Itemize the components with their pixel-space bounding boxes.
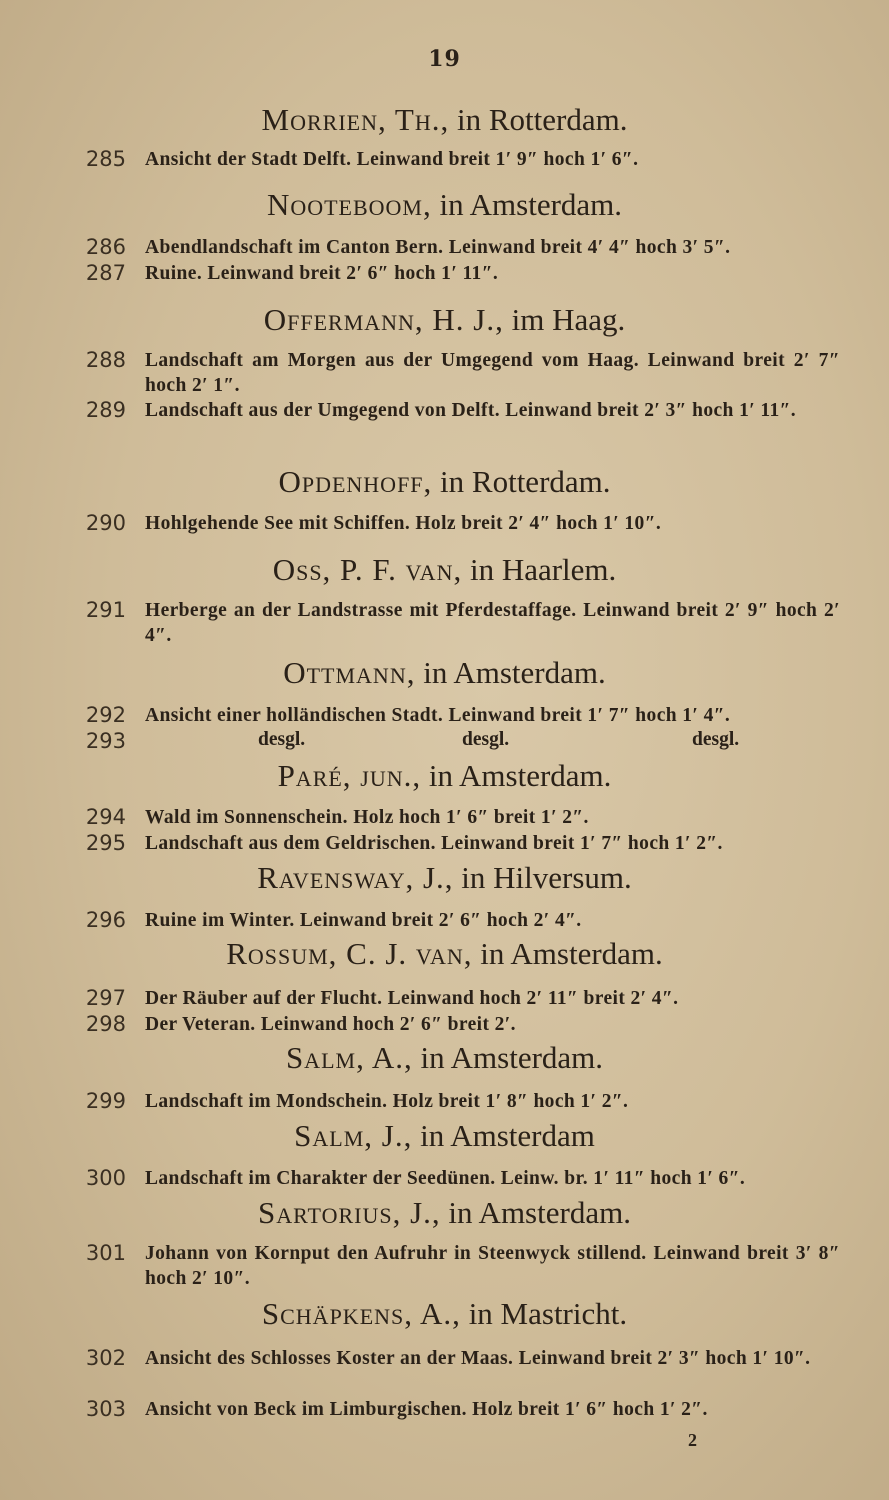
entry-text: Johann von Kornput den Aufruhr in Steenwyck stillend. Leinwand breit 3′ 8″ hoch 2′ 10″. [145, 1243, 840, 1289]
entry-text: Ansicht der Stadt Delft. Leinwand breit 1′ 9″ hoch 1′ 6″. [145, 149, 639, 170]
entry-number: 299 [85, 1089, 126, 1113]
entry-number: 285 [85, 147, 126, 171]
entry-number: 301 [85, 1241, 126, 1265]
entry-text: Herberge an der Landstrasse mit Pferdestaffage. Leinwand breit 2′ 9″ hoch 2′ 4″. [145, 600, 840, 646]
artist-name: Salm, J., [294, 1118, 413, 1153]
entry-number: 291 [85, 598, 126, 622]
artist-name: Offermann, H. J., [263, 302, 504, 337]
entry-number: 286 [85, 235, 126, 259]
entry-number: 297 [85, 986, 126, 1010]
desgl-material: desgl. [462, 729, 510, 750]
artist-name: Morrien, Th., [261, 102, 450, 137]
entry-text: Abendlandschaft im Canton Bern. Leinwand breit 4′ 4″ hoch 3′ 5″. [145, 237, 731, 258]
artist-location: im Haag. [511, 302, 626, 337]
artist-name: Opdenhoff, [278, 464, 433, 499]
entry-number: 288 [85, 348, 126, 372]
artist-location: in Amsterdam. [420, 1040, 604, 1075]
desgl-title: desgl. [258, 729, 306, 750]
entry-number: 292 [85, 703, 126, 727]
desgl-size: desgl. [692, 729, 740, 750]
artist-name: Schäpkens, A., [261, 1296, 461, 1331]
artist-heading-pare [0, 758, 889, 794]
artist-heading-rossum [0, 936, 889, 972]
entry-number: 303 [85, 1397, 126, 1421]
entry-number: 289 [85, 398, 126, 422]
entry-number: 302 [85, 1346, 126, 1370]
entry-number: 300 [85, 1166, 126, 1190]
artist-name: Rossum, C. J. van, [226, 936, 473, 971]
artist-location: in Amsterdam. [423, 655, 606, 690]
artist-location: in Amsterdam. [428, 758, 612, 793]
artist-location: in Rotterdam. [456, 102, 628, 137]
entry-text: Der Veteran. Leinwand hoch 2′ 6″ breit 2′. [145, 1014, 516, 1035]
artist-heading-salm-j [0, 1118, 889, 1154]
artist-location: in Amsterdam. [439, 187, 623, 222]
artist-location: in Hilversum. [461, 860, 632, 895]
entry-number: 294 [85, 805, 126, 829]
artist-name: Nooteboom, [266, 187, 432, 222]
entry-text: Hohlgehende See mit Schiffen. Holz breit 2′ 4″ hoch 1′ 10″. [145, 513, 662, 534]
entry-number: 296 [85, 908, 126, 932]
artist-location: in Haarlem. [469, 552, 617, 587]
artist-location: in Rotterdam. [440, 464, 611, 499]
entry-number: 298 [85, 1012, 126, 1036]
artist-heading-nooteboom [0, 187, 889, 223]
artist-heading-ottmann [0, 655, 889, 691]
artist-heading-sartorius [0, 1195, 889, 1231]
entry-text: Wald im Sonnenschein. Holz hoch 1′ 6″ breit 1′ 2″. [145, 807, 589, 828]
page-number: 19 [428, 46, 461, 72]
entry-text: Ruine. Leinwand breit 2′ 6″ hoch 1′ 11″. [145, 263, 499, 284]
entry-text: Landschaft im Charakter der Seedünen. Leinw. br. 1′ 11″ hoch 1′ 6″. [145, 1168, 746, 1189]
artist-name: Ottmann, [283, 655, 416, 690]
artist-heading-salm-a [0, 1040, 889, 1076]
artist-heading-offermann [0, 302, 889, 338]
entry-number: 295 [85, 831, 126, 855]
entry-text: Ruine im Winter. Leinwand breit 2′ 6″ hoch 2′ 4″. [145, 910, 582, 931]
entry-text: Landschaft aus dem Geldrischen. Leinwand breit 1′ 7″ hoch 1′ 2″. [145, 833, 723, 854]
artist-location: in Mastricht. [468, 1296, 628, 1331]
entry-text: Ansicht des Schlosses Koster an der Maas. Leinwand breit 2′ 3″ hoch 1′ 10″. [145, 1348, 811, 1369]
entry-text: Landschaft im Mondschein. Holz breit 1′ 8″ hoch 1′ 2″. [145, 1091, 629, 1112]
artist-heading-ravensway [0, 860, 889, 896]
artist-name: Ravensway, J., [257, 860, 454, 895]
artist-name: Salm, A., [285, 1040, 413, 1075]
entry-number: 290 [85, 511, 126, 535]
entry-number: 287 [85, 261, 126, 285]
entry-text: Landschaft am Morgen aus der Umgegend vom Haag. Leinwand breit 2′ 7″ hoch 2′ 1″. [145, 350, 840, 396]
artist-name: Sartorius, J., [258, 1195, 441, 1230]
artist-heading-oss [0, 552, 889, 588]
entry-number: 293 [85, 729, 126, 753]
printer-signature: 2 [688, 1430, 697, 1450]
artist-name: Paré, jun., [277, 758, 422, 793]
entry-text: Der Räuber auf der Flucht. Leinwand hoch 2′ 11″ breit 2′ 4″. [145, 988, 679, 1009]
entry-text: Landschaft aus der Umgegend von Delft. Leinwand breit 2′ 3″ hoch 1′ 11″. [145, 400, 797, 421]
artist-location: in Amsterdam. [448, 1195, 631, 1230]
entry-text: Ansicht einer holländischen Stadt. Leinwand breit 1′ 7″ hoch 1′ 4″. [145, 705, 731, 726]
artist-heading-schaepkens [0, 1296, 889, 1332]
entry-text: Ansicht von Beck im Limburgischen. Holz breit 1′ 6″ hoch 1′ 2″. [145, 1399, 708, 1420]
artist-name: Oss, P. F. van, [272, 552, 463, 587]
artist-location: in Amsterdam. [480, 936, 663, 971]
artist-heading-morrien [0, 102, 889, 138]
artist-heading-opdenhoff [0, 464, 889, 500]
artist-location: in Amsterdam [420, 1118, 595, 1153]
